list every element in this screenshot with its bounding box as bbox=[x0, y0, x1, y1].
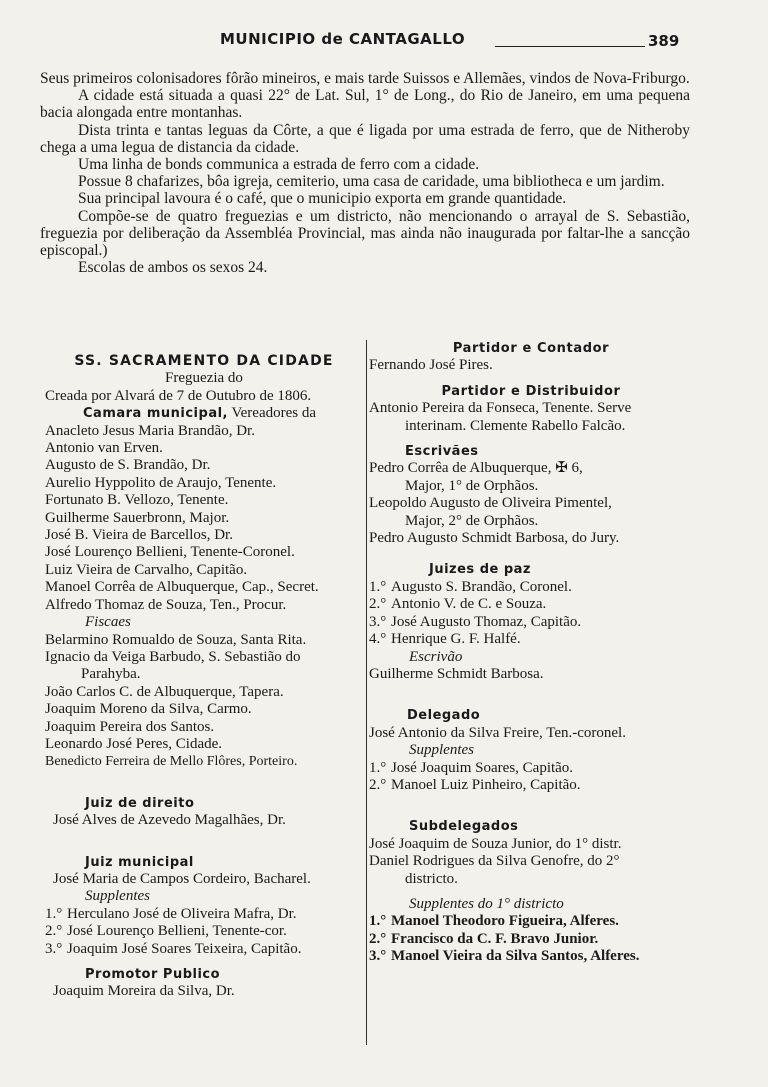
left-column bbox=[45, 353, 363, 1001]
column-divider bbox=[366, 340, 367, 1045]
juiz-paz-number: 4.° bbox=[369, 631, 387, 648]
running-header bbox=[150, 30, 710, 52]
partidor-distribuidor-heading: Partidor e Distribuidor bbox=[441, 383, 621, 399]
supplente-item bbox=[45, 941, 363, 958]
vereador-item: Manoel Corrêa de Albuquerque, Cap., Secret. bbox=[45, 579, 319, 596]
page-number: 389 bbox=[648, 32, 680, 50]
partidor-distribuidor-line: Antonio Pereira da Fonseca, Tenente. Serve bbox=[369, 400, 632, 417]
partidor-contador-heading: Partidor e Contador bbox=[452, 341, 610, 356]
header-title: MUNICIPIO de CANTAGALLO bbox=[220, 30, 466, 48]
intro-paragraph: A cidade está situada a quasi 22° de Lat. Sul, 1° de Long., do Rio de Janeiro, em uma pequena bacia alongada entre montanhas. bbox=[40, 87, 690, 122]
vereador-item: Antonio van Erven. bbox=[45, 440, 163, 457]
fiscal-item: Leonardo José Peres, Cidade. bbox=[45, 735, 223, 752]
supplente-1-item bbox=[369, 948, 693, 965]
supplente-1-item bbox=[369, 913, 693, 930]
juiz-paz-number: 3.° bbox=[369, 613, 387, 630]
delegado-supplente-name: José Joaquim Soares, Capitão. bbox=[391, 759, 574, 776]
juiz-paz-item bbox=[369, 596, 693, 613]
escrivao-item-cont: Major, 1° de Orphãos. bbox=[405, 477, 539, 494]
fiscaes-heading: Fiscaes bbox=[85, 614, 131, 631]
intro-paragraph: Compõe-se de quatro freguezias e um districto, não mencionando o arrayal de S. Sebastião, freguezia por deliberação da Assembléa Provincial, mas ainda não inaugurada por faltar-lhe a sancção episcopal.) bbox=[40, 207, 690, 260]
header-rule bbox=[495, 46, 645, 47]
delegado-supplente-item bbox=[369, 777, 693, 794]
juiz-direito-name: José Alves de Azevedo Magalhães, Dr. bbox=[53, 812, 286, 829]
juiz-paz-name: Augusto S. Brandão, Coronel. bbox=[391, 578, 572, 595]
supplentes-1-heading: Supplentes do 1° districto bbox=[409, 895, 564, 912]
juiz-paz-number: 1.° bbox=[369, 578, 387, 595]
delegado-supplentes-heading: Supplentes bbox=[409, 742, 474, 759]
creation-line: Creada por Alvará de 7 de Outubro de 1806. bbox=[45, 387, 312, 404]
juiz-paz-name: José Augusto Thomaz, Capitão. bbox=[391, 613, 582, 630]
fiscal-item: João Carlos C. de Albuquerque, Tapera. bbox=[45, 683, 284, 700]
escrivao-name: Guilherme Schmidt Barbosa. bbox=[369, 665, 544, 682]
parish-title: SS. SACRAMENTO DA CIDADE bbox=[74, 353, 334, 369]
camara-suffix: Vereadores da bbox=[228, 405, 317, 422]
delegado-heading: Delegado bbox=[407, 708, 481, 724]
juiz-direito-heading: Juiz de direito bbox=[85, 795, 195, 811]
juiz-paz-item bbox=[369, 579, 693, 596]
escrivao-heading: Escrivão bbox=[409, 648, 463, 665]
juiz-paz-name: Henrique G. F. Halfé. bbox=[391, 631, 521, 648]
partidor-distribuidor-line: interinam. Clemente Rabello Falcão. bbox=[405, 417, 626, 434]
supplente-name: Herculano José de Oliveira Mafra, Dr. bbox=[67, 905, 297, 922]
juiz-municipal-heading: Juiz municipal bbox=[85, 854, 194, 870]
camara-line bbox=[45, 405, 363, 422]
subdelegado-item: Daniel Rodrigues da Silva Genofre, do 2° bbox=[369, 853, 620, 870]
juiz-paz-item bbox=[369, 614, 693, 631]
intro-paragraph: Seus primeiros colonisadores fôrão mineiros, e mais tarde Suissos e Allemães, vindos de Nova-Friburgo. bbox=[40, 70, 690, 87]
vereador-item: José B. Vieira de Barcellos, Dr. bbox=[45, 527, 233, 544]
supplente-number: 1.° bbox=[45, 905, 63, 922]
fiscal-item: Joaquim Pereira dos Santos. bbox=[45, 718, 215, 735]
fiscal-item: Joaquim Moreno da Silva, Carmo. bbox=[45, 701, 252, 718]
promotor-name: Joaquim Moreira da Silva, Dr. bbox=[53, 983, 235, 1000]
juiz-paz-name: Antonio V. de C. e Souza. bbox=[391, 596, 547, 613]
subdelegado-item-cont: districto. bbox=[405, 870, 458, 887]
partidor-contador-name: Fernando José Pires. bbox=[369, 357, 493, 374]
supplente-1-name: Manoel Vieira da Silva Santos, Alferes. bbox=[391, 948, 640, 965]
fiscal-item: Belarmino Romualdo de Souza, Santa Rita. bbox=[45, 631, 307, 648]
supplente-1-number: 2.° bbox=[369, 930, 387, 947]
parish-subtitle: Freguezia do bbox=[165, 370, 243, 387]
subdelegados-heading: Subdelegados bbox=[409, 819, 519, 835]
vereador-item: Augusto de S. Brandão, Dr. bbox=[45, 457, 211, 474]
intro-paragraph: Dista trinta e tantas leguas da Côrte, a que é ligada por uma estrada de ferro, que de Nitheroby chega a uma legua de distancia da cidade. bbox=[40, 121, 690, 156]
supplente-1-item bbox=[369, 931, 693, 948]
intro-paragraph: Uma linha de bonds communica a estrada de ferro com a cidade. bbox=[78, 156, 480, 174]
supplente-1-name: Manoel Theodoro Figueira, Alferes. bbox=[391, 913, 619, 930]
escrivaes-heading: Escrivães bbox=[405, 444, 479, 460]
escrivao-item: Pedro Corrêa de Albuquerque, ✠ 6, bbox=[369, 460, 583, 477]
vereador-item: Luiz Vieira de Carvalho, Capitão. bbox=[45, 561, 248, 578]
fiscal-item: Parahyba. bbox=[81, 666, 141, 683]
supplente-name: José Lourenço Bellieni, Tenente-cor. bbox=[67, 923, 287, 940]
supplente-1-number: 3.° bbox=[369, 948, 387, 965]
camara-heading: Camara municipal, bbox=[83, 406, 228, 422]
supplente-1-number: 1.° bbox=[369, 913, 387, 930]
subdelegado-item: José Joaquim de Souza Junior, do 1° distr. bbox=[369, 835, 622, 852]
intro-paragraph: Escolas de ambos os sexos 24. bbox=[78, 259, 268, 277]
fiscal-item: Benedicto Ferreira de Mello Flôres, Porteiro. bbox=[45, 754, 298, 770]
vereador-item: José Lourenço Bellieni, Tenente-Coronel. bbox=[45, 544, 295, 561]
vereador-item: Aurelio Hyppolito de Araujo, Tenente. bbox=[45, 474, 277, 491]
juizes-paz-heading: Juizes de paz bbox=[429, 562, 531, 578]
intro-text bbox=[40, 70, 690, 276]
supplente-item bbox=[45, 906, 363, 923]
fiscal-item: Ignacio da Veiga Barbudo, S. Sebastião do bbox=[45, 648, 301, 665]
supplentes-heading: Supplentes bbox=[85, 888, 150, 905]
juiz-paz-number: 2.° bbox=[369, 596, 387, 613]
delegado-name: José Antonio da Silva Freire, Ten.-coronel. bbox=[369, 724, 626, 741]
promotor-heading: Promotor Publico bbox=[85, 967, 221, 982]
supplente-name: Joaquim José Soares Teixeira, Capitão. bbox=[67, 940, 302, 957]
delegado-supplente-number: 1.° bbox=[369, 759, 387, 776]
escrivao-item: Pedro Augusto Schmidt Barbosa, do Jury. bbox=[369, 530, 620, 547]
intro-paragraph: Possue 8 chafarizes, bôa igreja, cemiterio, uma casa de caridade, uma bibliotheca e um jardim. bbox=[78, 173, 665, 191]
escrivao-item-cont: Major, 2° de Orphãos. bbox=[405, 512, 539, 529]
supplente-1-name: Francisco da C. F. Bravo Junior. bbox=[391, 930, 599, 947]
right-column bbox=[369, 340, 693, 966]
vereador-item: Anacleto Jesus Maria Brandão, Dr. bbox=[45, 422, 255, 439]
vereador-item: Fortunato B. Vellozo, Tenente. bbox=[45, 492, 229, 509]
delegado-supplente-name: Manoel Luiz Pinheiro, Capitão. bbox=[391, 776, 581, 793]
delegado-supplente-number: 2.° bbox=[369, 776, 387, 793]
intro-paragraph: Sua principal lavoura é o café, que o municipio exporta em grande quantidade. bbox=[78, 190, 567, 208]
supplente-number: 3.° bbox=[45, 940, 63, 957]
supplente-item bbox=[45, 923, 363, 940]
vereador-item: Alfredo Thomaz de Souza, Ten., Procur. bbox=[45, 596, 287, 613]
delegado-supplente-item bbox=[369, 760, 693, 777]
juiz-paz-item bbox=[369, 631, 693, 648]
juiz-municipal-name: José Maria de Campos Cordeiro, Bacharel. bbox=[53, 870, 311, 887]
escrivao-item: Leopoldo Augusto de Oliveira Pimentel, bbox=[369, 495, 612, 512]
supplente-number: 2.° bbox=[45, 923, 63, 940]
vereador-item: Guilherme Sauerbronn, Major. bbox=[45, 509, 230, 526]
